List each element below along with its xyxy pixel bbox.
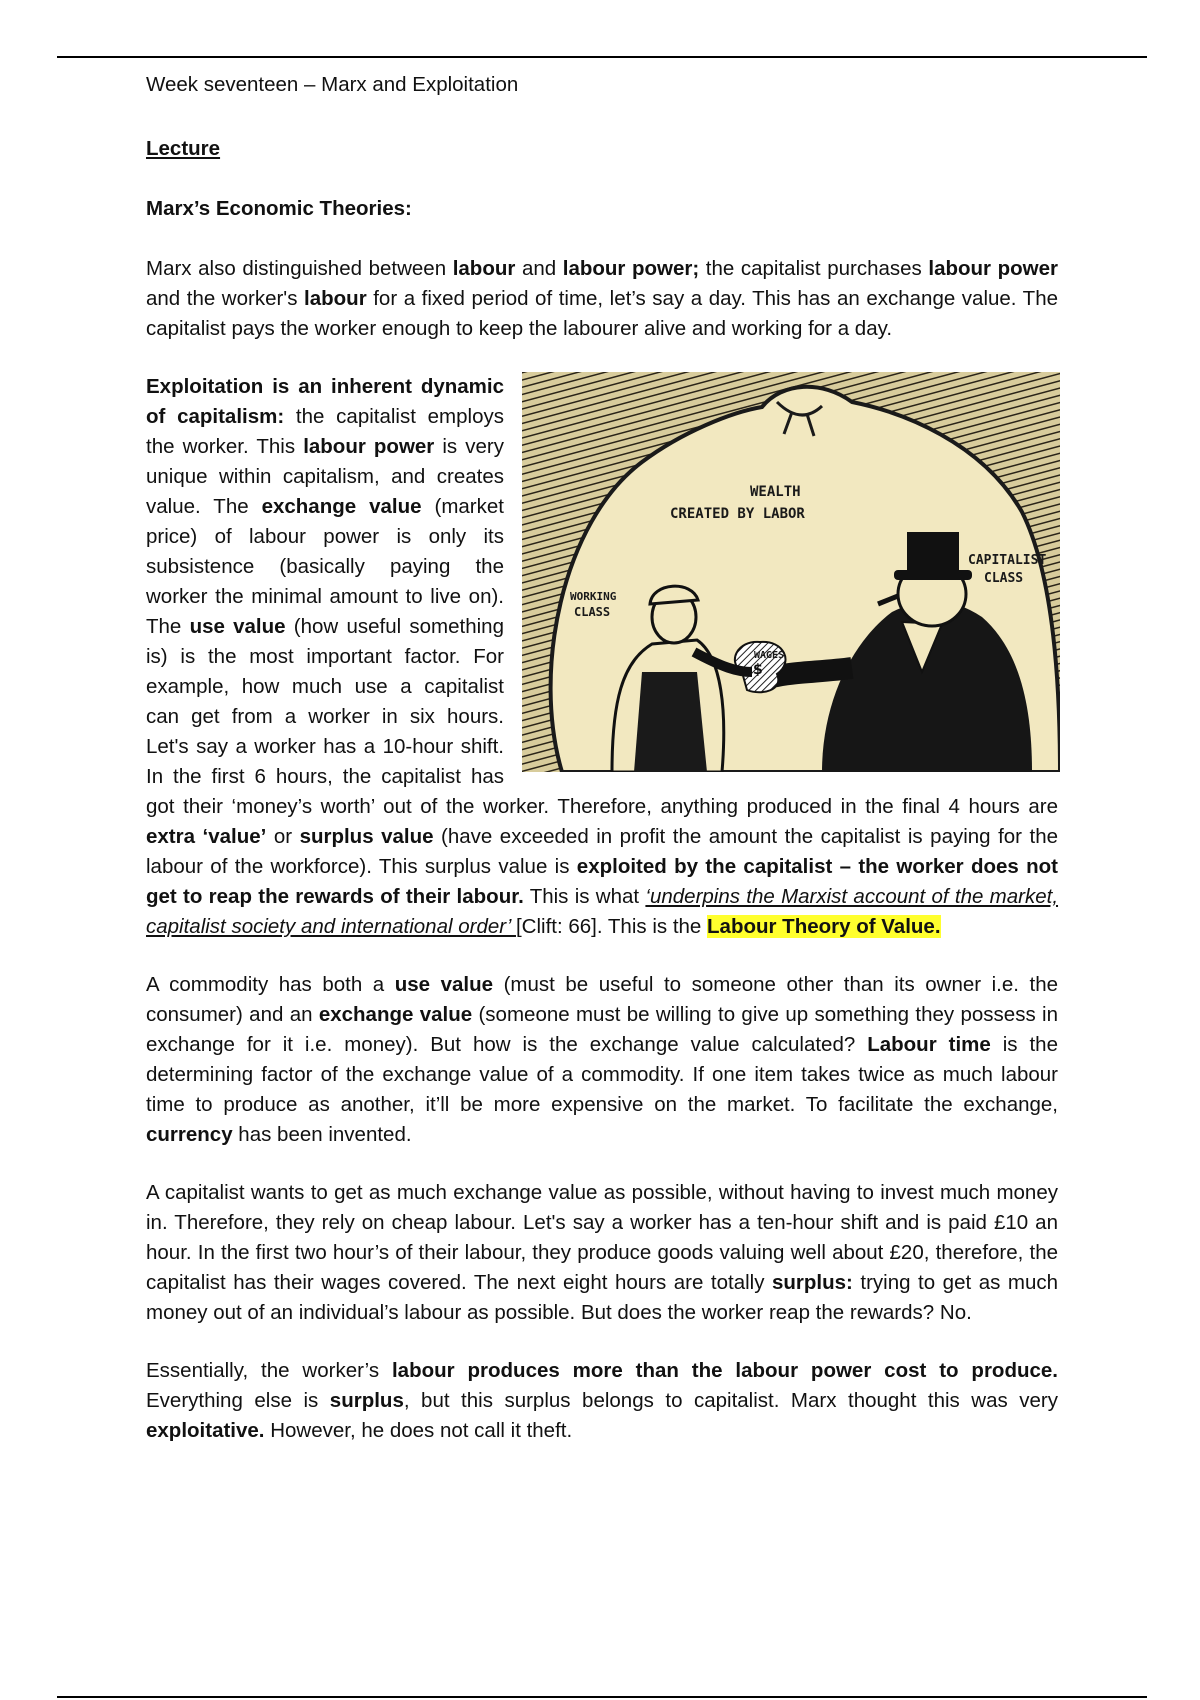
wages-label: WAGES	[754, 650, 785, 661]
capitalist-label-line2: CLASS	[984, 571, 1024, 586]
clift-quote: ‘underpins the Marxist account of the market, capitalist society and international order’	[146, 885, 1059, 938]
cheap-labour-paragraph: A capitalist wants to get as much exchange value as possible, without having to invest much money in. Therefore, they rely on cheap labour. Let's say a worker has a ten-hour shift and is paid £10 an hour. In the first two hour’s of their labour, they produce goods valuing well about £20, therefore, the capitalist has their wages covered. The next eight hours are totally surplus: trying to get as much money out of an individual’s labour as possible. But does the worker reap the rewards? No.	[146, 1181, 1058, 1324]
document-title: Week seventeen – Marx and Exploitation	[146, 73, 519, 96]
surplus-paragraph: Essentially, the worker’s labour produces more than the labour power cost to produce. Everything else is surplus, but this surplus belongs to capitalist. Marx thought this was very exploitative. However, he does not call it theft.	[146, 1359, 1058, 1442]
lecture-heading: Lecture	[146, 137, 221, 160]
document-page	[146, 70, 1058, 1474]
labour-power-paragraph: Marx also distinguished between labour and labour power; the capitalist purchases labour power and the worker's labour for a fixed period of time, let’s say a day. This has an exchange value. The capitalist pays the worker enough to keep the labourer alive and working for a day.	[146, 257, 1058, 340]
money-bag-symbol: $	[753, 662, 763, 678]
cartoon-illustration	[522, 372, 1060, 772]
exploitation-paragraph: WEALTH CREATED BY LABOR $ CAPITALIST CLASS WORKING CLASS WAGES Exploitation is an inherent dynamic of capitalism: the capitalist employs the worker. This labour power is very unique within capitalism, and creates value. The exchange value (market price) of labour power is only its subsistence (basically paying the worker the minimal amount to live on). The use value (how useful something is) is the most important factor. For example, how much use a capitalist can get from a worker in six hours. Let's say a worker has a 10-hour shift. In the first 6 hours, the capitalist has got their ‘money’s worth’ out of the worker. Therefore, anything produced in the final 4 hours are extra ‘value’ or surplus value (have exceeded in profit the amount the capitalist is paying for the labour of the workforce). This surplus value is exploited by the capitalist – the worker does not get to reap the rewards of their labour. This is what ‘underpins the Marxist account of the market, capitalist society and international order’ [Clift: 66]. This is the Labour Theory of Value.	[146, 372, 1058, 942]
wealth-label-line2: CREATED BY LABOR	[670, 506, 805, 522]
working-label-line2: CLASS	[574, 605, 611, 619]
labour-theory-highlight: Labour Theory of Value.	[707, 915, 941, 938]
capitalist-label-line1: CAPITALIST	[968, 553, 1047, 568]
wealth-label-line1: WEALTH	[750, 484, 801, 500]
top-rule	[57, 56, 1147, 58]
economic-theories-heading: Marx’s Economic Theories:	[146, 197, 412, 220]
commodity-paragraph: A commodity has both a use value (must be useful to someone other than its owner i.e. the consumer) and an exchange value (someone must be willing to give up something they possess in exchange for it i.e. money). But how is the exchange value calculated? Labour time is the determining factor of the exchange value of a commodity. If one item takes twice as much labour time to produce as another, it’ll be more expensive on the market. To facilitate the exchange, currency has been invented.	[146, 973, 1059, 1146]
bottom-rule	[57, 1696, 1147, 1698]
working-label-line1: WORKING	[570, 590, 617, 603]
capitalism-cartoon-figure	[522, 372, 1060, 772]
